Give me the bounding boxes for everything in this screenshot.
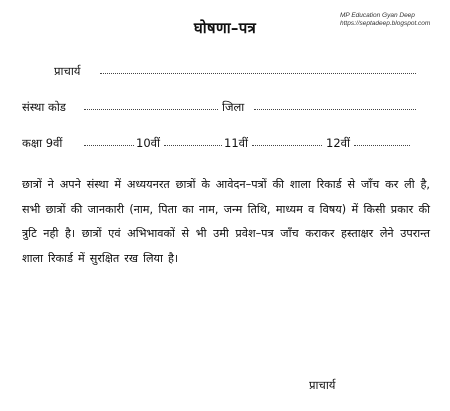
district-label: जिला xyxy=(222,100,245,114)
class-11-label: 11वीं xyxy=(224,136,249,150)
institution-row xyxy=(0,100,450,120)
institution-code-label: संस्था कोड xyxy=(22,100,66,114)
class-10-blank xyxy=(164,145,222,146)
class-9-blank xyxy=(84,145,134,146)
page-title: घोषणा–पत्र xyxy=(193,19,257,37)
district-blank xyxy=(254,109,416,110)
class-12-blank xyxy=(354,145,410,146)
class-9-label: कक्षा 9वीं xyxy=(22,136,63,150)
principal-row xyxy=(0,64,450,84)
watermark-url: https://septadeep.blogspot.com xyxy=(340,20,431,27)
declaration-paragraph: छात्रों ने अपने संस्था में अध्ययनरत छात्रों के आवेदन–पत्रों की शाला रिकार्ड से जाँच कर ली है, सभी छात्रों की जानकारी (नाम, पिता का नाम, जन्म तिथि, माध्यम व विषय) में किसी प्रकार की त्रुटि नही है। छात्रों एवं अभिभावकों से भी उमी प्रवेश–पत्र जाँच कराकर हस्ताक्षर लेने उपरान्त शाला रिकार्ड में सुरक्षित रख लिया है। xyxy=(22,178,430,265)
class-10-label: 10वीं xyxy=(136,136,161,150)
principal-blank xyxy=(100,73,416,74)
principal-label: प्राचार्य xyxy=(54,64,81,78)
institution-code-blank xyxy=(84,109,218,110)
class-row xyxy=(0,136,450,156)
watermark-site-name: MP Education Gyan Deep xyxy=(340,12,415,19)
class-12-label: 12वीं xyxy=(326,136,351,150)
principal-signature-label: प्राचार्य xyxy=(309,378,336,392)
class-11-blank xyxy=(252,145,322,146)
